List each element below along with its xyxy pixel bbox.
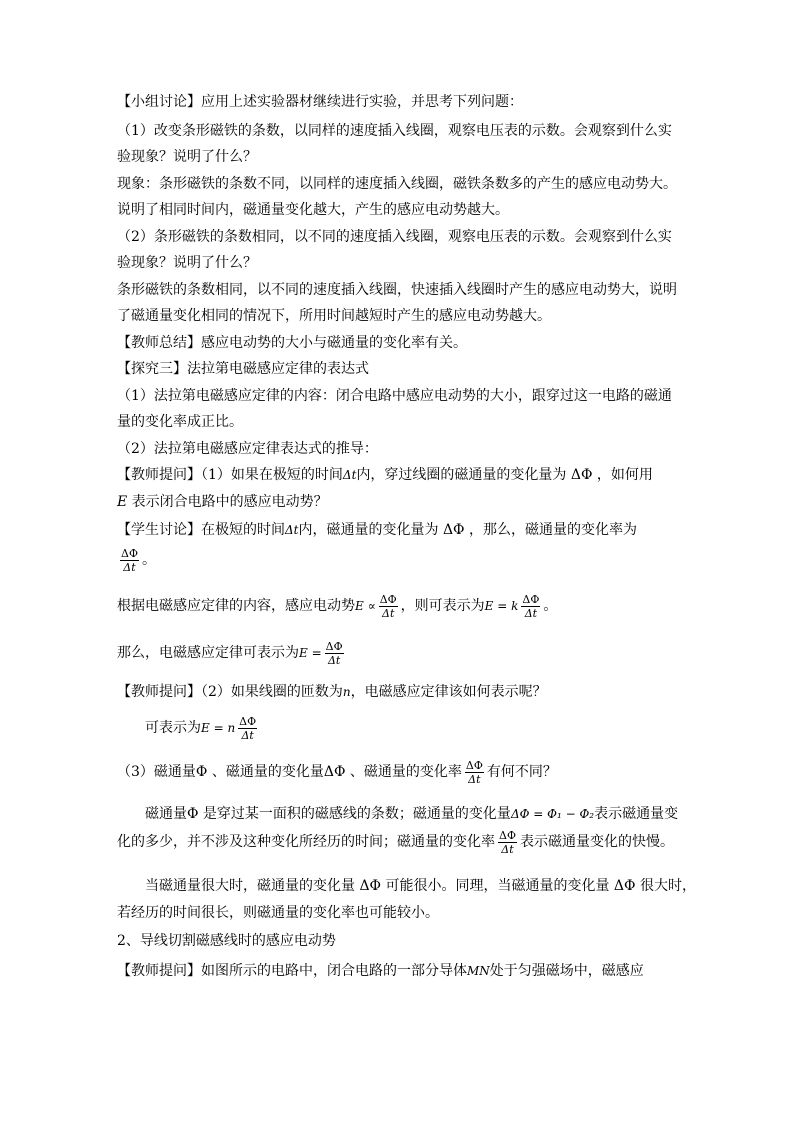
fraction-rate-3: $\frac{\Delta\Phi}{\Delta t}$	[499, 828, 516, 856]
line-15: 【教师提问】（1）如果在极短的时间Δt内，穿过线圈的磁通量的变化量为 ΔΦ ，如何用	[117, 467, 653, 483]
line-11: 【探究三】法拉第电磁感应定律的表达式	[117, 361, 369, 377]
line-3: 验现象？说明了什么？	[117, 149, 257, 165]
line-6: （2）条形磁铁的条数相同，以不同的速度插入线圈，观察电压表的示数。会观察到什么实	[117, 229, 672, 245]
line-7: 验现象？说明了什么？	[117, 255, 257, 271]
line-23: （3）磁通量Φ 、磁通量的变化量ΔΦ 、磁通量的变化率 $\frac{\Delta\Phi}{\Delta t}$ 有何不同？	[117, 758, 557, 786]
fraction-prop: $\frac{\Delta\Phi}{\Delta t}$	[379, 592, 397, 620]
line-12: （1）法拉第电磁感应定律的内容：闭合电路中感应电动势的大小，跟穿过这一电路的磁通	[117, 388, 672, 404]
line-4: 现象：条形磁铁的条数不同，以同样的速度插入线圈，磁铁条数多的产生的感应电动势大。	[117, 176, 677, 192]
line-28: 2、导线切割磁感线时的感应电动势	[117, 933, 336, 949]
line-27: 若经历的时间很长，则磁通量的变化率也可能较小。	[117, 905, 439, 921]
line-5: 说明了相同时间内，磁通量变化越大，产生的感应电动势越大。	[117, 202, 509, 218]
line-25: 化的多少，并不涉及这种变化所经历的时间；磁通量的变化率 $\frac{\Delta\Phi}{\Delta t}$ 表示磁通量变化的快慢。	[117, 828, 674, 856]
line-17: 【学生讨论】在极短的时间Δt内，磁通量的变化量为 ΔΦ ，那么，磁通量的变化率为	[117, 522, 637, 538]
line-9: 了磁通量变化相同的情况下，所用时间越短时产生的感应电动势越大。	[117, 308, 551, 324]
line-14: （2）法拉第电磁感应定律表达式的推导：	[117, 441, 378, 457]
line-13: 量的变化率成正比。	[117, 414, 243, 430]
line-26: 当磁通量很大时，磁通量的变化量 ΔΦ 可能很小。同理，当磁通量的变化量 ΔΦ 很大时，	[145, 878, 696, 894]
fraction-rate: $\frac{\Delta\Phi}{\Delta t}$	[121, 546, 138, 574]
fraction-k: $\frac{\Delta\Phi}{\Delta t}$	[522, 592, 540, 620]
line-1: 【小组讨论】应用上述实验器材继续进行实验，并思考下列问题：	[117, 94, 523, 110]
line-19: 根据电磁感应定律的内容，感应电动势E ∝ $\frac{\Delta\Phi}{\Delta t}$ ，则可表示为E = k $\frac{\Delta\Phi}{\Delta t}$ 。	[117, 592, 558, 620]
line-20: 那么，电磁感应定律可表示为E = $\frac{\Delta\Phi}{\Delta t}$	[117, 639, 343, 667]
line-8: 条形磁铁的条数相同，以不同的速度插入线圈，快速插入线圈时产生的感应电动势大，说明	[117, 282, 677, 298]
fraction-n: $\frac{\Delta\Phi}{\Delta t}$	[239, 714, 257, 742]
line-22: 可表示为E = n $\frac{\Delta\Phi}{\Delta t}$	[145, 714, 257, 742]
line-10: 【教师总结】感应电动势的大小与磁通量的变化率有关。	[117, 335, 467, 351]
fraction-rate-2: $\frac{\Delta\Phi}{\Delta t}$	[465, 758, 483, 786]
line-21: 【教师提问】（2）如果线圈的匝数为n，电磁感应定律该如何表示呢？	[117, 684, 547, 700]
fraction-law: $\frac{\Delta\Phi}{\Delta t}$	[325, 639, 343, 667]
line-2: （1）改变条形磁铁的条数，以同样的速度插入线圈，观察电压表的示数。会观察到什么实	[117, 123, 672, 139]
line-16: E 表示闭合电路中的感应电动势？	[117, 494, 328, 510]
line-24: 磁通量Φ 是穿过某一面积的磁感线的条数；磁通量的变化量ΔΦ = Φ₁ − Φ₂表示磁通量变	[145, 806, 679, 822]
line-18: $\frac{\Delta\Phi}{\Delta t}$ 。	[121, 546, 156, 574]
line-29: 【教师提问】如图所示的电路中，闭合电路的一部分导体MN处于匀强磁场中，磁感应	[117, 963, 644, 979]
